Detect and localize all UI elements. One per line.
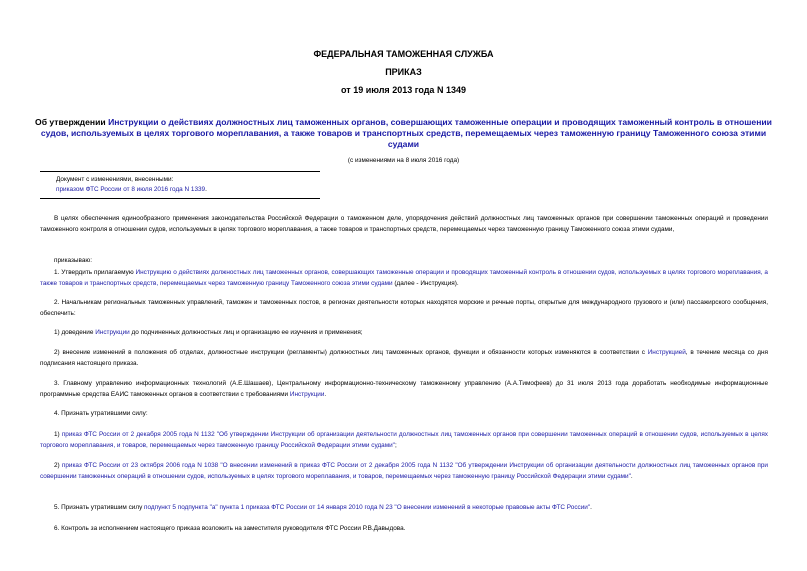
intro-paragraph: В целях обеспечения единообразного применения законодательства Российской Федерации о таможенном деле, упорядочения действий должностных лиц таможенных органов при совершении таможенных операций и проведении таможенного контроля в отношении судов, используемых в целях торгового мореплавания, а также товаров и транспортных средств, перемещаемых через таможенную границу Таможенного союза этими судами, xyxy=(40,215,768,233)
p1-text-a: 1. Утвердить прилагаемую xyxy=(54,269,136,276)
p2-1-text-b: до подчиненных должностных лиц и организацию ее изучения и применения; xyxy=(129,329,363,336)
instruction-link[interactable]: Инструкцию о действиях должностных лиц таможенных органов, совершающих таможенные операции и проводящих таможенный контроль в отношении судов, используемых в целях торгового мореплавания, а также товаров и транспортных средств, перемещаемых через таможенную границу Таможенного союза этими судами xyxy=(40,269,768,287)
paragraph-2-2 xyxy=(40,348,768,369)
p2-2-text-b: , в течение месяца со дня подписания настоящего приказа. xyxy=(40,349,768,367)
paragraph-3 xyxy=(40,379,768,400)
agency-name: ФЕДЕРАЛЬНАЯ ТАМОЖЕННАЯ СЛУЖБА xyxy=(313,49,494,59)
doc-type: ПРИКАЗ xyxy=(385,67,422,77)
paragraph-6: 6. Контроль за исполнением настоящего приказа возложить на заместителя руководителя ФТС России Р.В.Давыдова. xyxy=(54,525,406,532)
p5-text-b: . xyxy=(590,504,592,511)
p4-1-text-b: ; xyxy=(394,441,397,449)
paragraph-4: 4. Признать утратившими силу: xyxy=(54,410,148,417)
amendment-suffix: . xyxy=(205,186,207,193)
doc-changes-ref xyxy=(56,186,207,193)
p3-text-a: 3. Главному управлению информационных технологий (А.Е.Шашаев), Центральному информационно-техническому таможенному управлению (А.А.Тимофеев) до 31 июля 2013 года доработать необходимые информационные программные средства ЕАИС таможенных органов в соответствии с требованиями xyxy=(40,380,768,398)
paragraph-2: 2. Начальникам региональных таможенных управлений, таможен и таможенных постов, в регионах деятельности которых находятся морские и речные порты, открытые для международного грузового и (или) пассажирского сообщения, обеспечить: xyxy=(40,299,768,317)
order-1132-link[interactable]: приказ ФТС России от 2 декабря 2005 года N 1132 "Об утверждении Инструкции об организации деятельности должностных лиц таможенных органов при совершении таможенных операций в отношении судов, используемых в целях торгового мореплавания, и товаров, перемещаемых через таможенную границу Российской Федерации этими судами" xyxy=(40,431,768,449)
p4-1-text-a: 1) xyxy=(54,431,62,438)
order-23-link[interactable]: подпункт 5 подпункта "а" пункта 1 приказа ФТС России от 14 января 2010 года N 23 "О внесении изменений в некоторые правовые акты ФТС России" xyxy=(144,504,591,511)
title-prefix: Об утверждении xyxy=(35,117,109,127)
doc-title xyxy=(30,117,777,150)
amendment-order-link[interactable]: приказом ФТС России от 8 июля 2016 года N 1339 xyxy=(56,186,206,193)
paragraph-4-2 xyxy=(40,461,768,482)
p4-2-text-b: . xyxy=(630,472,633,480)
divider-bottom xyxy=(40,198,320,199)
order-word: приказываю: xyxy=(54,257,92,264)
instruction-link-3[interactable]: Инструкцией xyxy=(647,349,686,356)
order-1038-link[interactable]: приказ ФТС России от 23 октября 2006 года N 1038 "О внесении изменений в приказ ФТС России от 2 декабря 2005 года N 1132 "Об утверждении Инструкции об организации деятельности должностных лиц таможенных органов при совершении таможенных операций в отношении судов, используемых в целях торгового мореплавания, и товаров, перемещаемых через таможенную границу Российской Федерации этими судами" xyxy=(40,462,768,480)
divider-top xyxy=(40,171,320,172)
p5-text-a: 5. Признать утратившим силу xyxy=(54,504,145,511)
paragraph-2-1 xyxy=(40,328,768,339)
paragraph-5 xyxy=(40,503,768,514)
doc-revision-note: (с изменениями на 8 июля 2016 года) xyxy=(347,157,460,164)
p1-text-b: (далее - Инструкция). xyxy=(392,279,459,287)
instruction-link-4[interactable]: Инструкции xyxy=(289,390,325,398)
instruction-link-2[interactable]: Инструкции xyxy=(95,329,130,336)
paragraph-1 xyxy=(40,268,768,289)
title-instruction-link[interactable]: Инструкции о действиях должностных лиц таможенных органов, совершающих таможенные операции и проводящих таможенный контроль в отношении судов, используемых в целях торгового мореплавания, а также товаров и транспортных средств, перемещаемых через таможенную границу Таможенного союза этими судами xyxy=(40,117,772,149)
paragraph-4-1 xyxy=(40,430,768,451)
doc-date-number: от 19 июля 2013 года N 1349 xyxy=(341,85,466,95)
doc-changes-label: Документ с изменениями, внесенными: xyxy=(56,176,174,183)
p2-2-text-a: 2) внесение изменений в положения об отделах, должностные инструкции (регламенты) должностных лиц таможенных органов, функции и обязанности которых изменяются в соответствии с xyxy=(54,349,648,356)
p3-text-b: . xyxy=(324,390,327,398)
p2-1-text-a: 1) доведение xyxy=(54,329,96,336)
p4-2-text-a: 2) xyxy=(54,462,62,469)
